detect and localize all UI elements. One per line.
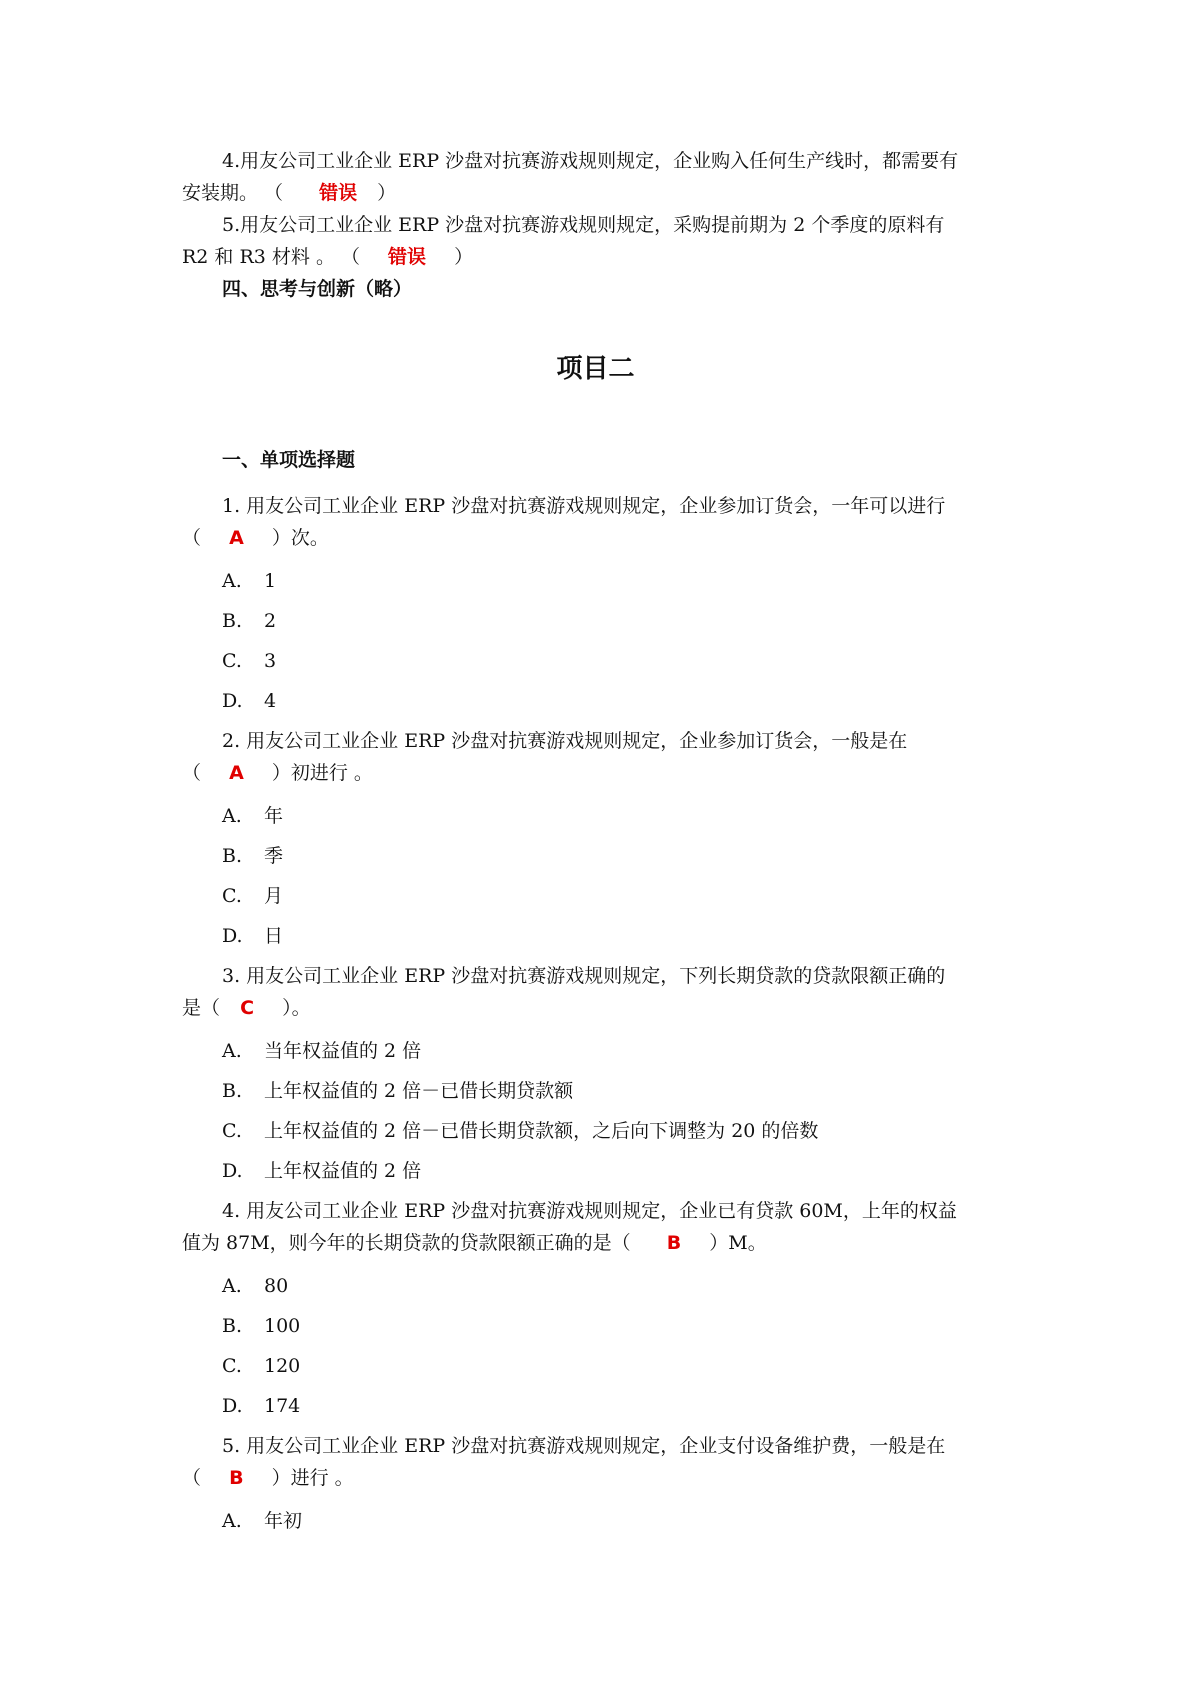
question-3-prefix: 是（ bbox=[182, 997, 221, 1019]
option-letter: B. bbox=[222, 845, 243, 867]
option-text: 3 bbox=[264, 650, 277, 672]
question-1-answer: A bbox=[229, 527, 244, 549]
option-letter: A. bbox=[222, 805, 242, 827]
question-5-prefix: （ bbox=[182, 1467, 202, 1489]
option-letter: C. bbox=[222, 650, 242, 672]
option-letter: C. bbox=[222, 1120, 242, 1142]
question-1-suffix: ）次。 bbox=[271, 527, 329, 549]
question-2-option-d bbox=[222, 921, 283, 951]
tf-question-5-line2 bbox=[182, 242, 473, 272]
question-4-line1: 4. 用友公司工业企业 ERP 沙盘对抗赛游戏规则规定，企业已有贷款 60M，上年的权益 bbox=[222, 1200, 957, 1222]
question-3-answer: C bbox=[240, 997, 255, 1019]
question-4-option-a bbox=[222, 1271, 288, 1301]
tf-question-5-answer: 错误 bbox=[388, 246, 427, 268]
section-heading-think: 四、思考与创新（略） bbox=[222, 278, 413, 300]
question-3-line1: 3. 用友公司工业企业 ERP 沙盘对抗赛游戏规则规定，下列长期贷款的贷款限额正确的 bbox=[222, 965, 946, 987]
question-2-line1: 2. 用友公司工业企业 ERP 沙盘对抗赛游戏规则规定，企业参加订货会，一般是在 bbox=[222, 730, 908, 752]
option-letter: C. bbox=[222, 1355, 242, 1377]
question-2-suffix: ）初进行 。 bbox=[271, 762, 373, 784]
question-2-line2 bbox=[182, 758, 373, 788]
question-1-option-b bbox=[222, 606, 276, 636]
option-text: 2 bbox=[264, 610, 277, 632]
option-text: 上年权益值的 2 倍－已借长期贷款额，之后向下调整为 20 的倍数 bbox=[264, 1120, 819, 1142]
question-3-option-c bbox=[222, 1116, 818, 1146]
tf-question-5-suffix: ） bbox=[454, 246, 474, 268]
tf-question-4-suffix: ） bbox=[377, 182, 397, 204]
question-4-suffix: ）M。 bbox=[709, 1232, 767, 1254]
question-1-line2 bbox=[182, 523, 329, 553]
question-2-option-b bbox=[222, 841, 283, 871]
option-letter: D. bbox=[222, 690, 243, 712]
question-2-answer: A bbox=[229, 762, 244, 784]
option-text: 季 bbox=[264, 845, 284, 867]
tf-question-4-answer: 错误 bbox=[319, 182, 358, 204]
question-5-answer: B bbox=[229, 1467, 244, 1489]
option-letter: A. bbox=[222, 1510, 242, 1532]
question-3-option-b bbox=[222, 1076, 573, 1106]
question-3-option-d bbox=[222, 1156, 421, 1186]
tf-question-4-line2 bbox=[182, 178, 396, 208]
section-heading-single-choice: 一、单项选择题 bbox=[222, 449, 356, 471]
question-1-option-d bbox=[222, 686, 276, 716]
question-2-option-c bbox=[222, 881, 283, 911]
question-4-line2 bbox=[182, 1228, 767, 1258]
question-5-line2 bbox=[182, 1463, 354, 1493]
question-5-suffix: ）进行 。 bbox=[271, 1467, 354, 1489]
project-title: 项目二 bbox=[556, 354, 635, 384]
option-text: 80 bbox=[264, 1275, 289, 1297]
option-letter: A. bbox=[222, 1040, 242, 1062]
option-text: 上年权益值的 2 倍－已借长期贷款额 bbox=[264, 1080, 574, 1102]
option-text: 上年权益值的 2 倍 bbox=[264, 1160, 422, 1182]
question-4-option-d bbox=[222, 1391, 300, 1421]
tf-question-5-line1: 5.用友公司工业企业 ERP 沙盘对抗赛游戏规则规定，采购提前期为 2 个季度的原料有 bbox=[222, 214, 945, 236]
question-1-option-c bbox=[222, 646, 276, 676]
question-1-option-a bbox=[222, 566, 276, 596]
option-text: 120 bbox=[264, 1355, 301, 1377]
question-4-option-b bbox=[222, 1311, 300, 1341]
option-text: 4 bbox=[264, 690, 277, 712]
question-4-option-c bbox=[222, 1351, 300, 1381]
option-text: 月 bbox=[264, 885, 284, 907]
option-text: 年初 bbox=[264, 1510, 303, 1532]
question-1-prefix: （ bbox=[182, 527, 202, 549]
question-2-prefix: （ bbox=[182, 762, 202, 784]
question-3-suffix: ）。 bbox=[282, 997, 311, 1019]
option-letter: B. bbox=[222, 1315, 243, 1337]
option-letter: C. bbox=[222, 885, 242, 907]
option-letter: D. bbox=[222, 925, 243, 947]
option-text: 年 bbox=[264, 805, 284, 827]
option-letter: D. bbox=[222, 1395, 243, 1417]
question-3-option-a bbox=[222, 1036, 421, 1066]
option-text: 174 bbox=[264, 1395, 301, 1417]
option-letter: B. bbox=[222, 610, 243, 632]
option-text: 100 bbox=[264, 1315, 301, 1337]
question-1-line1: 1. 用友公司工业企业 ERP 沙盘对抗赛游戏规则规定，企业参加订货会，一年可以进行 bbox=[222, 495, 946, 517]
option-text: 1 bbox=[264, 570, 277, 592]
question-4-prefix: 值为 87M，则今年的长期贷款的贷款限额正确的是（ bbox=[182, 1232, 631, 1254]
tf-question-4-line1: 4.用友公司工业企业 ERP 沙盘对抗赛游戏规则规定，企业购入任何生产线时，都需要有 bbox=[222, 150, 959, 172]
option-letter: A. bbox=[222, 570, 242, 592]
question-3-line2 bbox=[182, 993, 311, 1023]
question-5-option-a bbox=[222, 1506, 302, 1536]
tf-question-4-prefix: 安装期。 （ bbox=[182, 182, 284, 204]
option-letter: B. bbox=[222, 1080, 243, 1102]
option-text: 日 bbox=[264, 925, 284, 947]
question-5-line1: 5. 用友公司工业企业 ERP 沙盘对抗赛游戏规则规定，企业支付设备维护费，一般是在 bbox=[222, 1435, 946, 1457]
option-letter: D. bbox=[222, 1160, 243, 1182]
option-text: 当年权益值的 2 倍 bbox=[264, 1040, 422, 1062]
option-letter: A. bbox=[222, 1275, 242, 1297]
question-4-answer: B bbox=[666, 1232, 682, 1254]
question-2-option-a bbox=[222, 801, 283, 831]
tf-question-5-prefix: R2 和 R3 材料 。 （ bbox=[182, 246, 360, 268]
